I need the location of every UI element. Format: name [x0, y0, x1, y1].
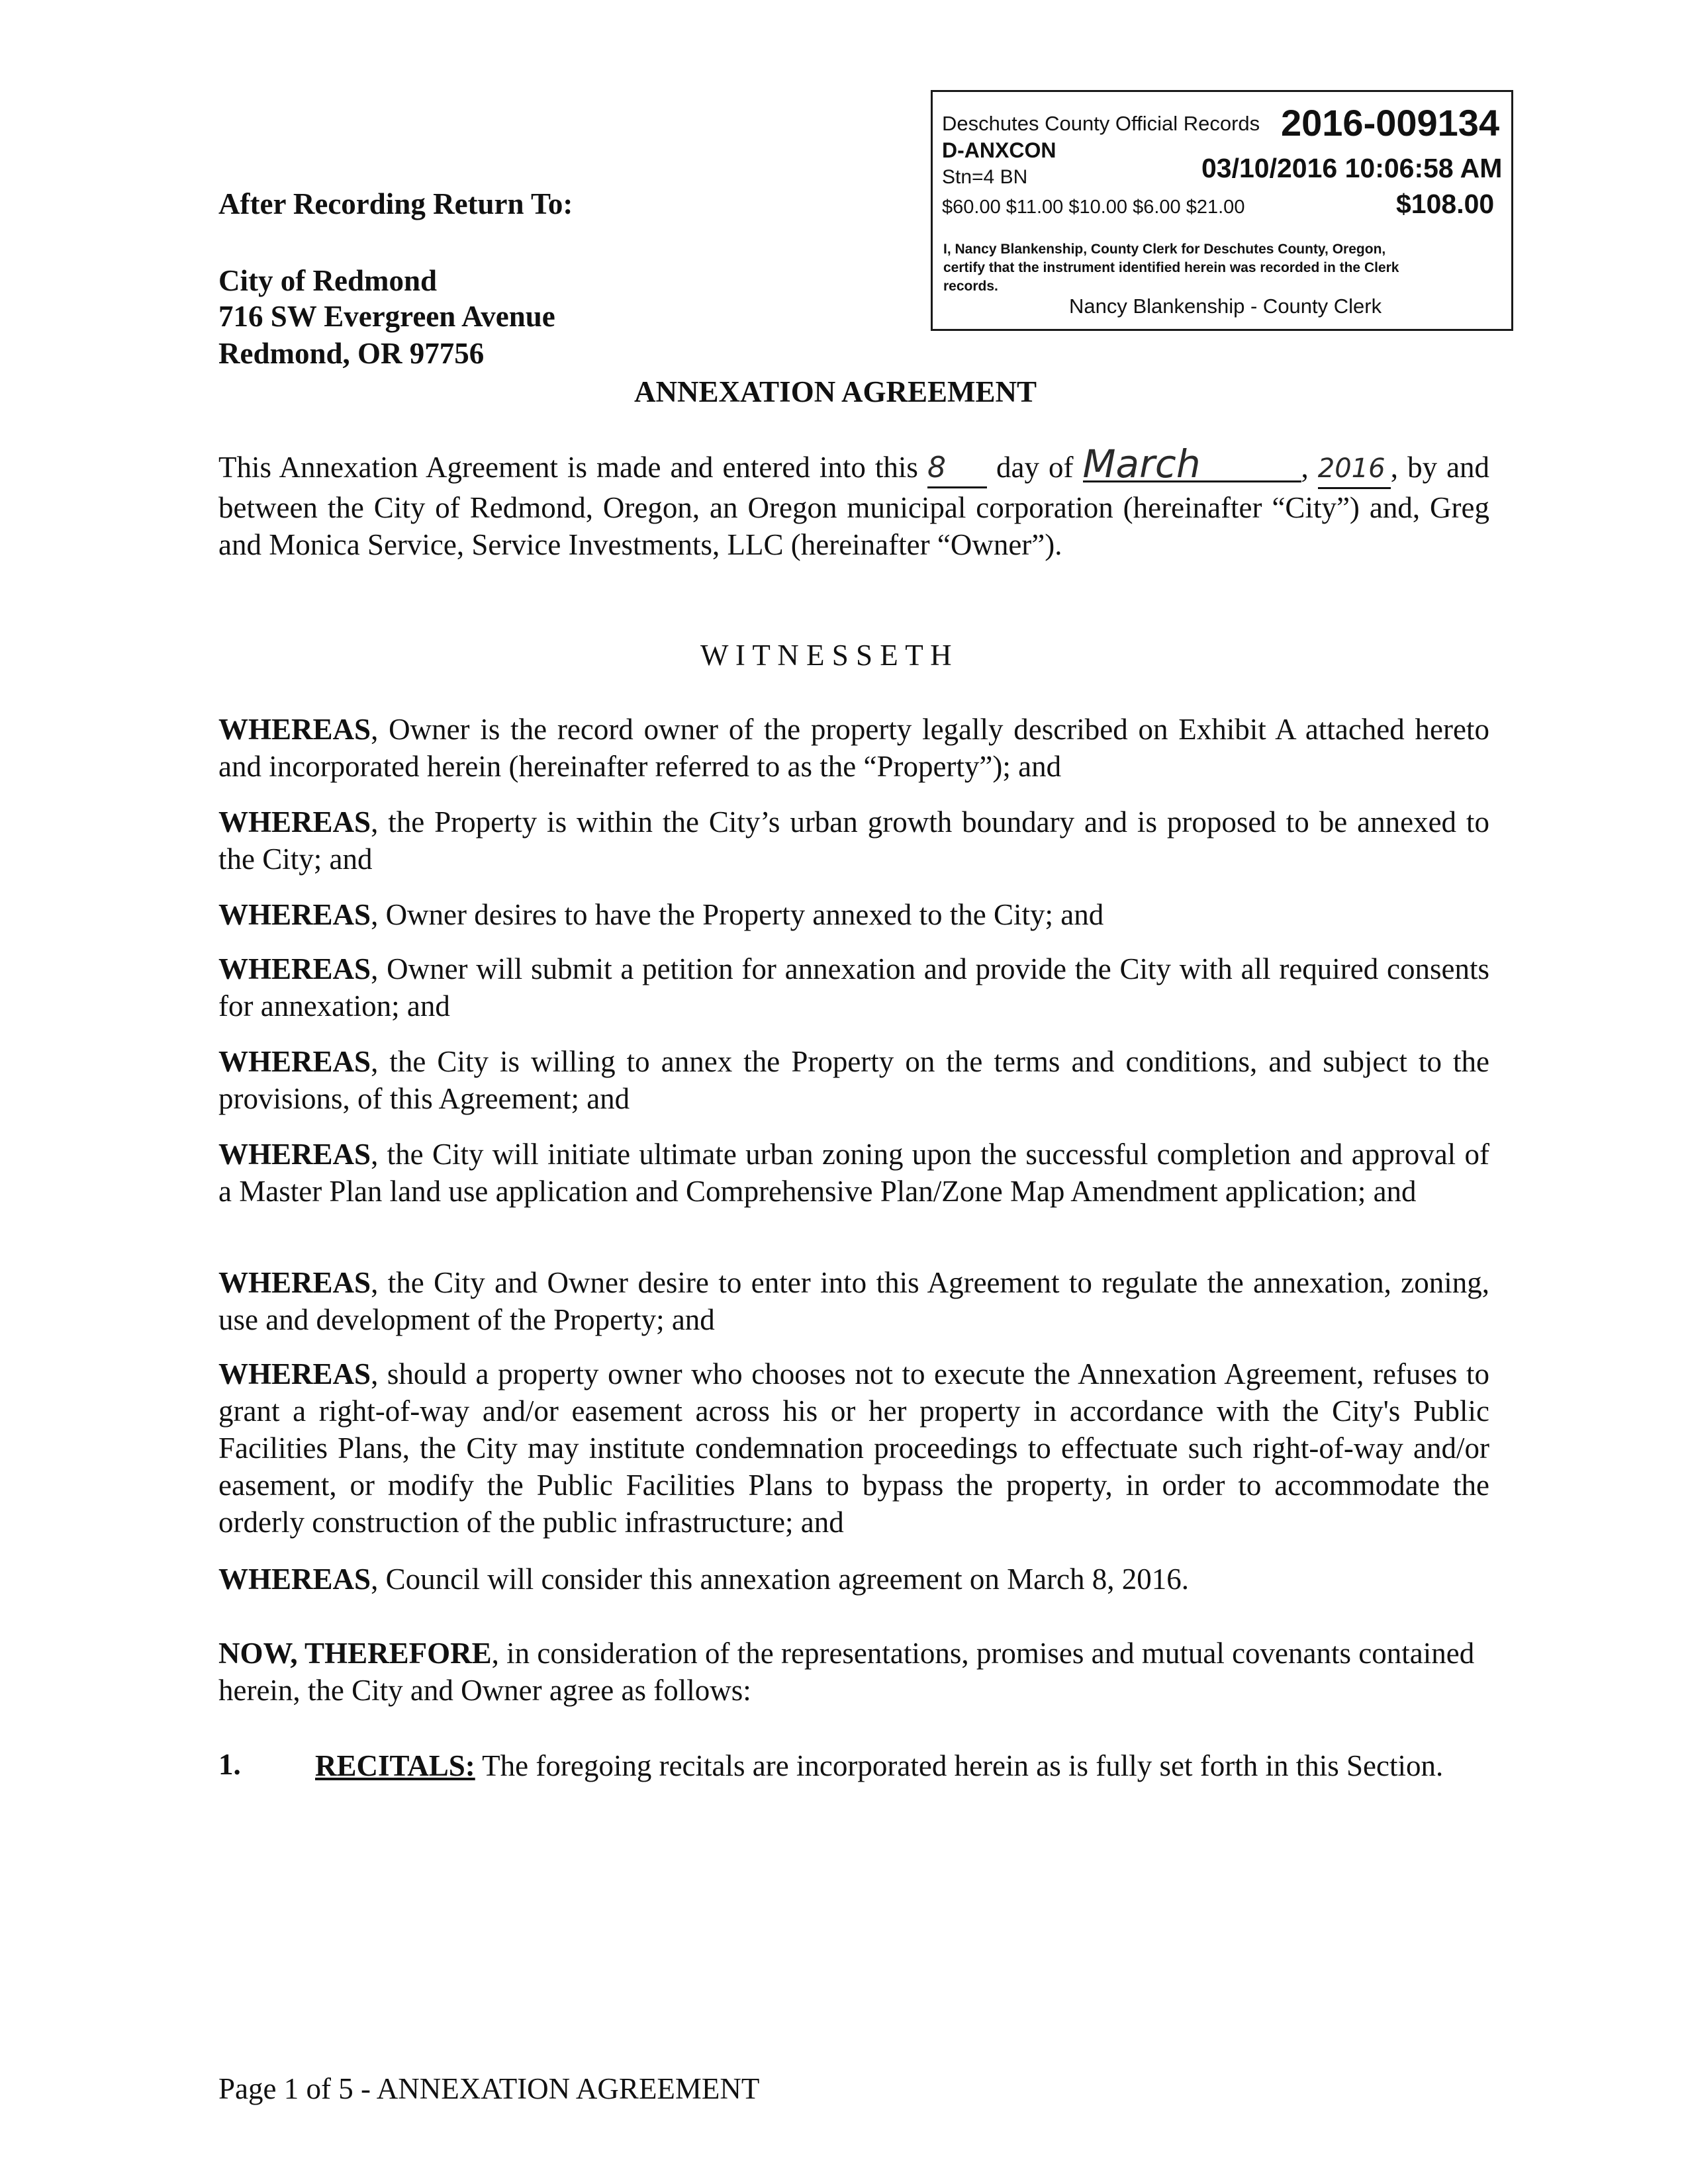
stamp-datetime: 03/10/2016 10:06:58 AM — [1201, 153, 1503, 183]
now-therefore-label: NOW, THEREFORE — [218, 1637, 492, 1670]
recording-stamp — [931, 90, 1513, 331]
intro-text-a: This Annexation Agreement is made and entered into this — [218, 451, 918, 484]
whereas-label: WHEREAS — [218, 1138, 371, 1171]
now-therefore-paragraph: NOW, THEREFORE, in consideration of the representations, promises and mutual covenants contained herein, the City and Owner agree as follows: — [218, 1637, 1475, 1707]
stamp-clerk: Nancy Blankenship - County Clerk — [1069, 295, 1382, 318]
section-1-heading: RECITALS: — [315, 1749, 475, 1782]
whereas-clause-2: WHEREAS, the Property is within the City’s urban growth boundary and is proposed to be annexed to the City; and — [218, 805, 1489, 876]
intro-year-handwritten: 2016 — [1318, 450, 1391, 489]
stamp-cert-line3: records. — [943, 279, 998, 294]
whereas-label: WHEREAS — [218, 1266, 371, 1299]
whereas-clause-1: WHEREAS, Owner is the record owner of the property legally described on Exhibit A attached hereto and incorporated herein (hereinafter referred to as the “Property”); and — [218, 713, 1489, 783]
return-line3: Redmond, OR 97756 — [218, 337, 485, 370]
witnesseth-heading: W I T N E S S E T H — [700, 639, 952, 672]
whereas-label: WHEREAS — [218, 713, 371, 746]
page-title: ANNEXATION AGREEMENT — [634, 375, 1037, 408]
whereas-clause-5: WHEREAS, the City is willing to annex the Property on the terms and conditions, and subject to the provisions, of this Agreement; and — [218, 1045, 1489, 1115]
whereas-label: WHEREAS — [218, 1045, 371, 1078]
whereas-clause-3: WHEREAS, Owner desires to have the Property annexed to the City; and — [218, 898, 1104, 931]
stamp-fees: $60.00 $11.00 $10.00 $6.00 $21.00 — [942, 197, 1245, 218]
stamp-station: Stn=4 BN — [942, 166, 1028, 188]
stamp-cert-line2: certify that the instrument identified herein was recorded in the Clerk — [943, 260, 1399, 275]
page-footer: Page 1 of 5 - ANNEXATION AGREEMENT — [218, 2072, 760, 2105]
whereas-label: WHEREAS — [218, 898, 371, 931]
whereas-label: WHEREAS — [218, 805, 371, 839]
whereas-label: WHEREAS — [218, 1563, 371, 1596]
whereas-label: WHEREAS — [218, 952, 371, 985]
whereas-clause-6: WHEREAS, the City will initiate ultimate urban zoning upon the successful completion and approval of a Master Plan land use application and Comprehensive Plan/Zone Map Amendment application; and — [218, 1138, 1489, 1208]
stamp-total: $108.00 — [1396, 189, 1495, 219]
return-line2: 716 SW Evergreen Avenue — [218, 300, 555, 333]
section-1-paragraph: RECITALS: The foregoing recitals are incorporated herein as is fully set forth in this Section. — [315, 1749, 1444, 1782]
return-line1: City of Redmond — [218, 264, 438, 297]
whereas-clause-4: WHEREAS, Owner will submit a petition for annexation and provide the City with all required consents for annexation; and — [218, 952, 1489, 1023]
intro-day-handwritten: 8 — [927, 449, 987, 488]
return-heading: After Recording Return To: — [218, 187, 573, 220]
intro-text-c: by and between the City of Redmond, Oregon, an Oregon municipal corporation (hereinafter “City”) and, Greg and Monica Service, Service Investments, LLC (hereinafter “Owner”). — [218, 451, 1490, 561]
section-1-number: 1. — [218, 1748, 241, 1781]
stamp-cert-line1: I, Nancy Blankenship, County Clerk for Deschutes County, Oregon, — [943, 242, 1386, 257]
whereas-clause-7: WHEREAS, the City and Owner desire to enter into this Agreement to regulate the annexation, zoning, use and development of the Property; and — [218, 1266, 1489, 1336]
intro-paragraph: This Annexation Agreement is made and entered into this 8 day of March , 2016 , by and between the City of Redmond, Oregon, an Oregon municipal corporation (hereinafter “City”) and, Greg and Monica Service, Service Investments, LLC (hereinafter “Owner”). — [218, 441, 1490, 561]
intro-month-handwritten: March — [1083, 447, 1301, 482]
intro-text-b: day of — [996, 451, 1074, 484]
stamp-record-number: 2016-009134 — [1281, 102, 1500, 144]
stamp-office: Deschutes County Official Records — [942, 112, 1260, 135]
whereas-clause-9: WHEREAS, Council will consider this annexation agreement on March 8, 2016. — [218, 1563, 1190, 1596]
whereas-clause-8: WHEREAS, should a property owner who chooses not to execute the Annexation Agreement, refuses to grant a right-of-way and/or easement across his or her property in accordance with the City's Public Facilities Plans, the City may institute condemnation proceedings to effectuate such right-of-way and/or easement, or modify the Public Facilities Plans to bypass the property, in order to accommodate the orderly construction of the public infrastructure; and — [218, 1357, 1489, 1539]
stamp-doc-type: D-ANXCON — [942, 138, 1056, 162]
whereas-label: WHEREAS — [218, 1357, 371, 1390]
